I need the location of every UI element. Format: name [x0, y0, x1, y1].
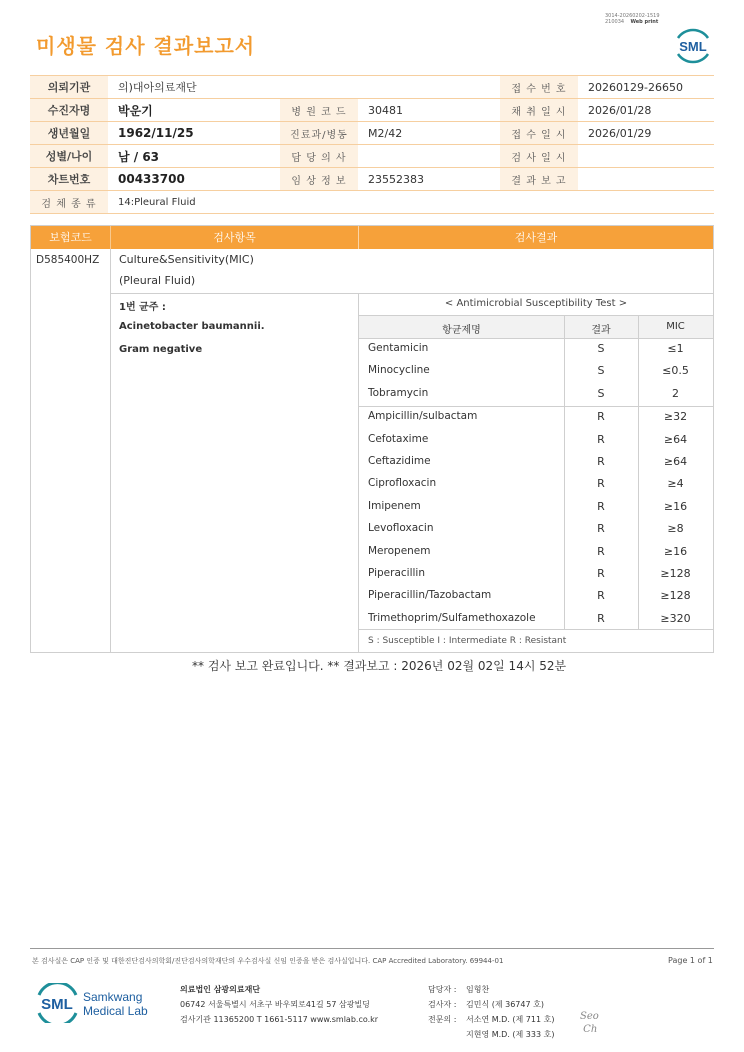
insurance-code: D585400HZ: [36, 254, 100, 266]
ast-header-result: 결과: [591, 325, 611, 336]
info-label: 검 사 일 시: [500, 145, 578, 168]
footer-organization: [180, 982, 378, 1027]
antibiotic-result: R: [597, 477, 605, 491]
info-value-accession: 20260129-26650: [578, 76, 714, 99]
antibiotic-mic: ≥320: [660, 611, 691, 625]
antibiotic-mic: ≥32: [663, 410, 688, 424]
info-value-institution: 의)대아의료재단: [108, 76, 500, 99]
antibiotic-name: Piperacillin/Tazobactam: [368, 589, 492, 602]
info-label: 결 과 보 고: [500, 168, 578, 191]
antibiotic-name: Ciprofloxacin: [368, 477, 437, 490]
print-code: [605, 13, 660, 25]
antibiotic-result: R: [597, 455, 605, 468]
antibiotic-result: R: [597, 589, 605, 603]
antibiotic-mic: ≥4: [667, 477, 684, 491]
info-label: 수진자명: [30, 99, 108, 122]
antibiotic-name: Imipenem: [368, 499, 421, 512]
info-value-chart-number: 00433700: [108, 168, 280, 191]
footer-staff: [428, 982, 554, 1042]
antibiotic-result: R: [597, 432, 605, 446]
org-contact: 검사기관 11365200 T 1661-5117 www.smlab.co.kr: [180, 1015, 379, 1024]
antibiotic-mic: ≤1: [667, 342, 684, 355]
antibiotic-mic: ≥8: [667, 522, 684, 536]
antibiotic-result: R: [597, 544, 605, 558]
info-value-report-date: [578, 168, 714, 191]
staff-role: 담당자 :: [428, 985, 457, 994]
antibiotic-name: Ampicillin/sulbactam: [368, 410, 478, 423]
antibiotic-name: Levofloxacin: [368, 522, 434, 535]
org-name: 의료법인 삼광의료재단: [180, 985, 261, 994]
antibiotic-name: Piperacillin: [368, 567, 425, 579]
antibiotic-result: R: [597, 611, 605, 625]
info-row: [30, 76, 714, 99]
footer-divider: [30, 948, 714, 949]
antibiotic-result: R: [597, 522, 605, 536]
staff-name: 지현영 M.D. (제 333 호): [466, 1030, 555, 1039]
staff-name: 서소연 M.D. (제 711 호): [466, 1015, 555, 1024]
antibiotic-mic: ≥16: [663, 499, 688, 513]
antibiotic-mic: ≤0.5: [662, 364, 689, 378]
info-row: [30, 168, 714, 191]
info-label: 채 취 일 시: [500, 99, 578, 122]
antibiotic-result: R: [597, 499, 605, 513]
antibiotic-mic: ≥64: [663, 432, 688, 446]
org-address: 06742 서울특별시 서초구 바우뫼로41길 57 삼광빌딩: [180, 1000, 370, 1009]
results-table: [30, 225, 714, 653]
antibiotic-name: Tobramycin: [368, 386, 429, 399]
info-label: 임 상 정 보: [280, 168, 358, 191]
antibiotic-result: S: [597, 364, 605, 378]
header-test-result: 검사결과: [514, 231, 558, 244]
info-value-patient-name: 박운기: [108, 99, 280, 122]
info-label: 접 수 일 시: [500, 122, 578, 145]
test-name-line2: (Pleural Fluid): [119, 274, 196, 287]
samkwang-logo-icon: [36, 983, 156, 1023]
info-label: 접 수 번 호: [500, 76, 578, 99]
info-label: 차트번호: [30, 168, 108, 191]
footer-logo-line1: Samkwang: [83, 990, 143, 1004]
print-code-line2: 210034: [605, 19, 625, 25]
info-label: 의뢰기관: [30, 76, 108, 99]
report-title: 미생물 검사 결과보고서: [36, 34, 256, 58]
antibiotic-name: Meropenem: [368, 544, 431, 557]
info-row: [30, 191, 714, 214]
info-value-clinical-info: 23552383: [358, 168, 500, 191]
info-value-sex-age: 남 / 63: [108, 145, 280, 168]
organism-name: Acinetobacter baumannii.: [119, 321, 265, 332]
antibiotic-name: Ceftazidime: [368, 455, 431, 467]
info-row: [30, 145, 714, 168]
sml-logo-text: SML: [679, 39, 707, 54]
ast-legend: S : Susceptible I : Intermediate R : Resistant: [368, 636, 567, 646]
ast-title: < Antimicrobial Susceptibility Test >: [444, 298, 628, 309]
antibiotic-mic: ≥128: [660, 567, 691, 580]
footer-logo-line2: Medical Lab: [83, 1004, 148, 1018]
info-value-department: M2/42: [358, 122, 500, 145]
antibiotic-mic: ≥16: [663, 544, 688, 558]
signature-image: Seo Ch: [580, 1011, 599, 1035]
organism-label: 1번 균주 :: [119, 302, 166, 313]
antibiotic-name: Trimethoprim/Sulfamethoxazole: [368, 611, 536, 624]
info-row: [30, 122, 714, 145]
staff-name: 임형찬: [466, 985, 490, 994]
info-value-test-date: [578, 145, 714, 168]
gram-stain: Gram negative: [119, 344, 203, 355]
info-label: 담 당 의 사: [280, 145, 358, 168]
patient-info-table: [30, 75, 714, 214]
info-label: 검 체 종 류: [30, 191, 108, 214]
results-header: [31, 226, 713, 249]
antibiotic-result: S: [597, 386, 605, 400]
ast-header-mic: MIC: [666, 321, 685, 332]
info-value-receipt-date: 2026/01/29: [578, 122, 714, 145]
info-value-hospital-code: 30481: [358, 99, 500, 122]
info-value-collection-date: 2026/01/28: [578, 99, 714, 122]
info-value-specimen: 14:Pleural Fluid: [108, 191, 714, 214]
info-value-physician: [358, 145, 500, 168]
antibiotic-mic: 2: [672, 386, 679, 400]
antibiotic-mic: ≥128: [660, 589, 691, 603]
info-label: 진료과/병동: [280, 122, 358, 145]
header-insurance-code: 보험코드: [49, 231, 92, 244]
print-code-line1: 3014-20260202-1519: [605, 13, 660, 19]
info-label: 성별/나이: [30, 145, 108, 168]
footer-certification-note: 본 검사실은 CAP 인증 및 대한진단검사의학회/진단검사의학재단의 우수검사실 신임 인증을 받은 검사실입니다. CAP Accredited Laboratory. 69944-01: [32, 957, 504, 965]
antibiotic-name: Cefotaxime: [368, 432, 429, 445]
staff-name: 김민식 (제 36747 호): [466, 1000, 544, 1009]
antibiotic-mic: ≥64: [663, 455, 688, 468]
info-label: 생년월일: [30, 122, 108, 145]
ast-header-drug: 항균제명: [442, 325, 481, 336]
sml-logo-icon: [672, 24, 714, 66]
info-label: 병 원 코 드: [280, 99, 358, 122]
web-print-label: Web print: [630, 19, 659, 25]
staff-role: 전문의 :: [428, 1015, 457, 1024]
antibiotic-name: Minocycline: [368, 364, 430, 377]
report-completion: ** 검사 보고 완료입니다. ** 결과보고 : 2026년 02월 02일 14시 52분: [192, 659, 567, 673]
antibiotic-name: Gentamicin: [368, 342, 429, 354]
antibiotic-result: R: [597, 410, 605, 424]
footer-logo-sml: SML: [41, 996, 73, 1013]
info-value-birthdate: 1962/11/25: [108, 122, 280, 145]
page-number: Page 1 of 1: [668, 956, 713, 965]
header-test-item: 검사항목: [213, 231, 256, 244]
test-name-line1: Culture&Sensitivity(MIC): [119, 253, 254, 266]
staff-role: 검사자 :: [428, 1000, 457, 1009]
info-row: [30, 99, 714, 122]
antibiotic-result: R: [597, 567, 605, 580]
antibiotic-result: S: [597, 342, 605, 355]
